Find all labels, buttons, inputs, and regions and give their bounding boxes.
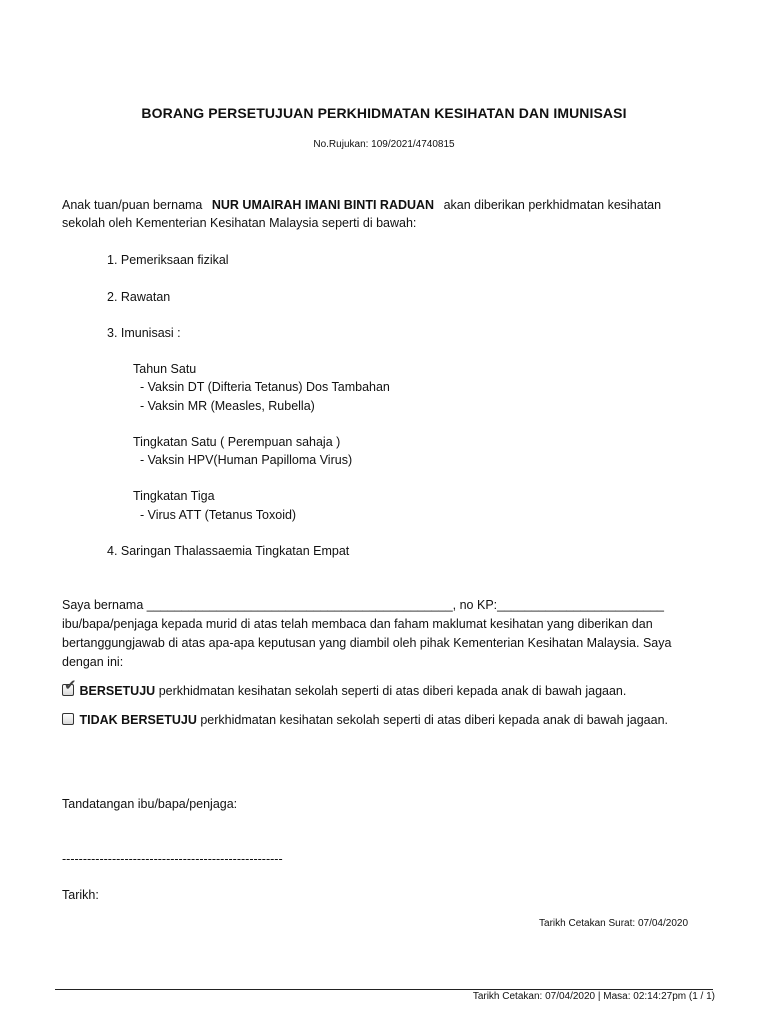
tahun-satu-heading: Tahun Satu xyxy=(133,362,197,376)
tingkatan-tiga-vaccine-1: - Virus ATT (Tetanus Toxoid) xyxy=(140,508,297,522)
disagree-label: TIDAK BERSETUJU xyxy=(79,713,197,727)
agree-label: BERSETUJU xyxy=(79,684,156,698)
service-item-2: 2. Rawatan xyxy=(107,290,171,304)
tingkatan-tiga-heading: Tingkatan Tiga xyxy=(133,489,215,503)
intro-prefix: Anak tuan/puan bernama xyxy=(62,198,203,212)
agree-option[interactable] xyxy=(62,677,627,700)
declaration-line-3: bertanggungjawab di atas apa-apa keputusan yang diambil oleh pihak Kementerian Kesihatan Malaysia. Saya xyxy=(62,636,672,650)
signature-label: Tandatangan ibu/bapa/penjaga: xyxy=(62,797,238,811)
declaration-line-4: dengan ini: xyxy=(62,655,124,669)
intro-line-1 xyxy=(62,196,661,214)
tingkatan-satu-vaccine-1: - Vaksin HPV(Human Papilloma Virus) xyxy=(140,453,353,467)
footer-print-info: Tarikh Cetakan: 07/04/2020 | Masa: 02:14:27pm (1 / 1) xyxy=(472,991,715,1002)
tahun-satu-vaccine-2: - Vaksin MR (Measles, Rubella) xyxy=(140,399,315,413)
footer-divider xyxy=(55,989,713,990)
reference-number: No.Rujukan: 109/2021/4740815 xyxy=(313,139,455,150)
signature-line: ----------------------------------------------------- xyxy=(62,852,283,866)
tingkatan-satu-heading: Tingkatan Satu ( Perempuan sahaja ) xyxy=(133,435,341,449)
checkmark-icon: ✔ xyxy=(64,677,77,694)
intro-line-2: sekolah oleh Kementerian Kesihatan Malaysia seperti di bawah: xyxy=(62,216,417,230)
intro-suffix: akan diberikan perkhidmatan kesihatan xyxy=(443,198,662,212)
agree-text: perkhidmatan kesihatan sekolah seperti di atas diberi kepada anak di bawah jagaan. xyxy=(158,684,627,698)
service-item-1: 1. Pemeriksaan fizikal xyxy=(107,253,229,267)
declaration-line-2: ibu/bapa/penjaga kepada murid di atas telah membaca dan faham maklumat kesihatan yang diberikan dan xyxy=(62,617,653,631)
service-item-3: 3. Imunisasi : xyxy=(107,326,181,340)
disagree-checkbox[interactable] xyxy=(62,713,74,725)
date-label: Tarikh: xyxy=(62,888,99,902)
letter-print-date: Tarikh Cetakan Surat: 07/04/2020 xyxy=(539,918,688,929)
service-item-4: 4. Saringan Thalassaemia Tingkatan Empat xyxy=(107,544,350,558)
student-name: NUR UMAIRAH IMANI BINTI RADUAN xyxy=(211,198,435,212)
agree-checkbox[interactable] xyxy=(62,677,77,696)
declaration-line-1: Saya bernama ____________________________________________, no KP:________________________ xyxy=(62,598,664,612)
tahun-satu-vaccine-1: - Vaksin DT (Difteria Tetanus) Dos Tambahan xyxy=(140,380,390,394)
form-title: BORANG PERSETUJUAN PERKHIDMATAN KESIHATAN DAN IMUNISASI xyxy=(141,105,627,121)
disagree-text: perkhidmatan kesihatan sekolah seperti di atas diberi kepada anak di bawah jagaan. xyxy=(200,713,669,727)
disagree-option[interactable] xyxy=(62,711,668,729)
